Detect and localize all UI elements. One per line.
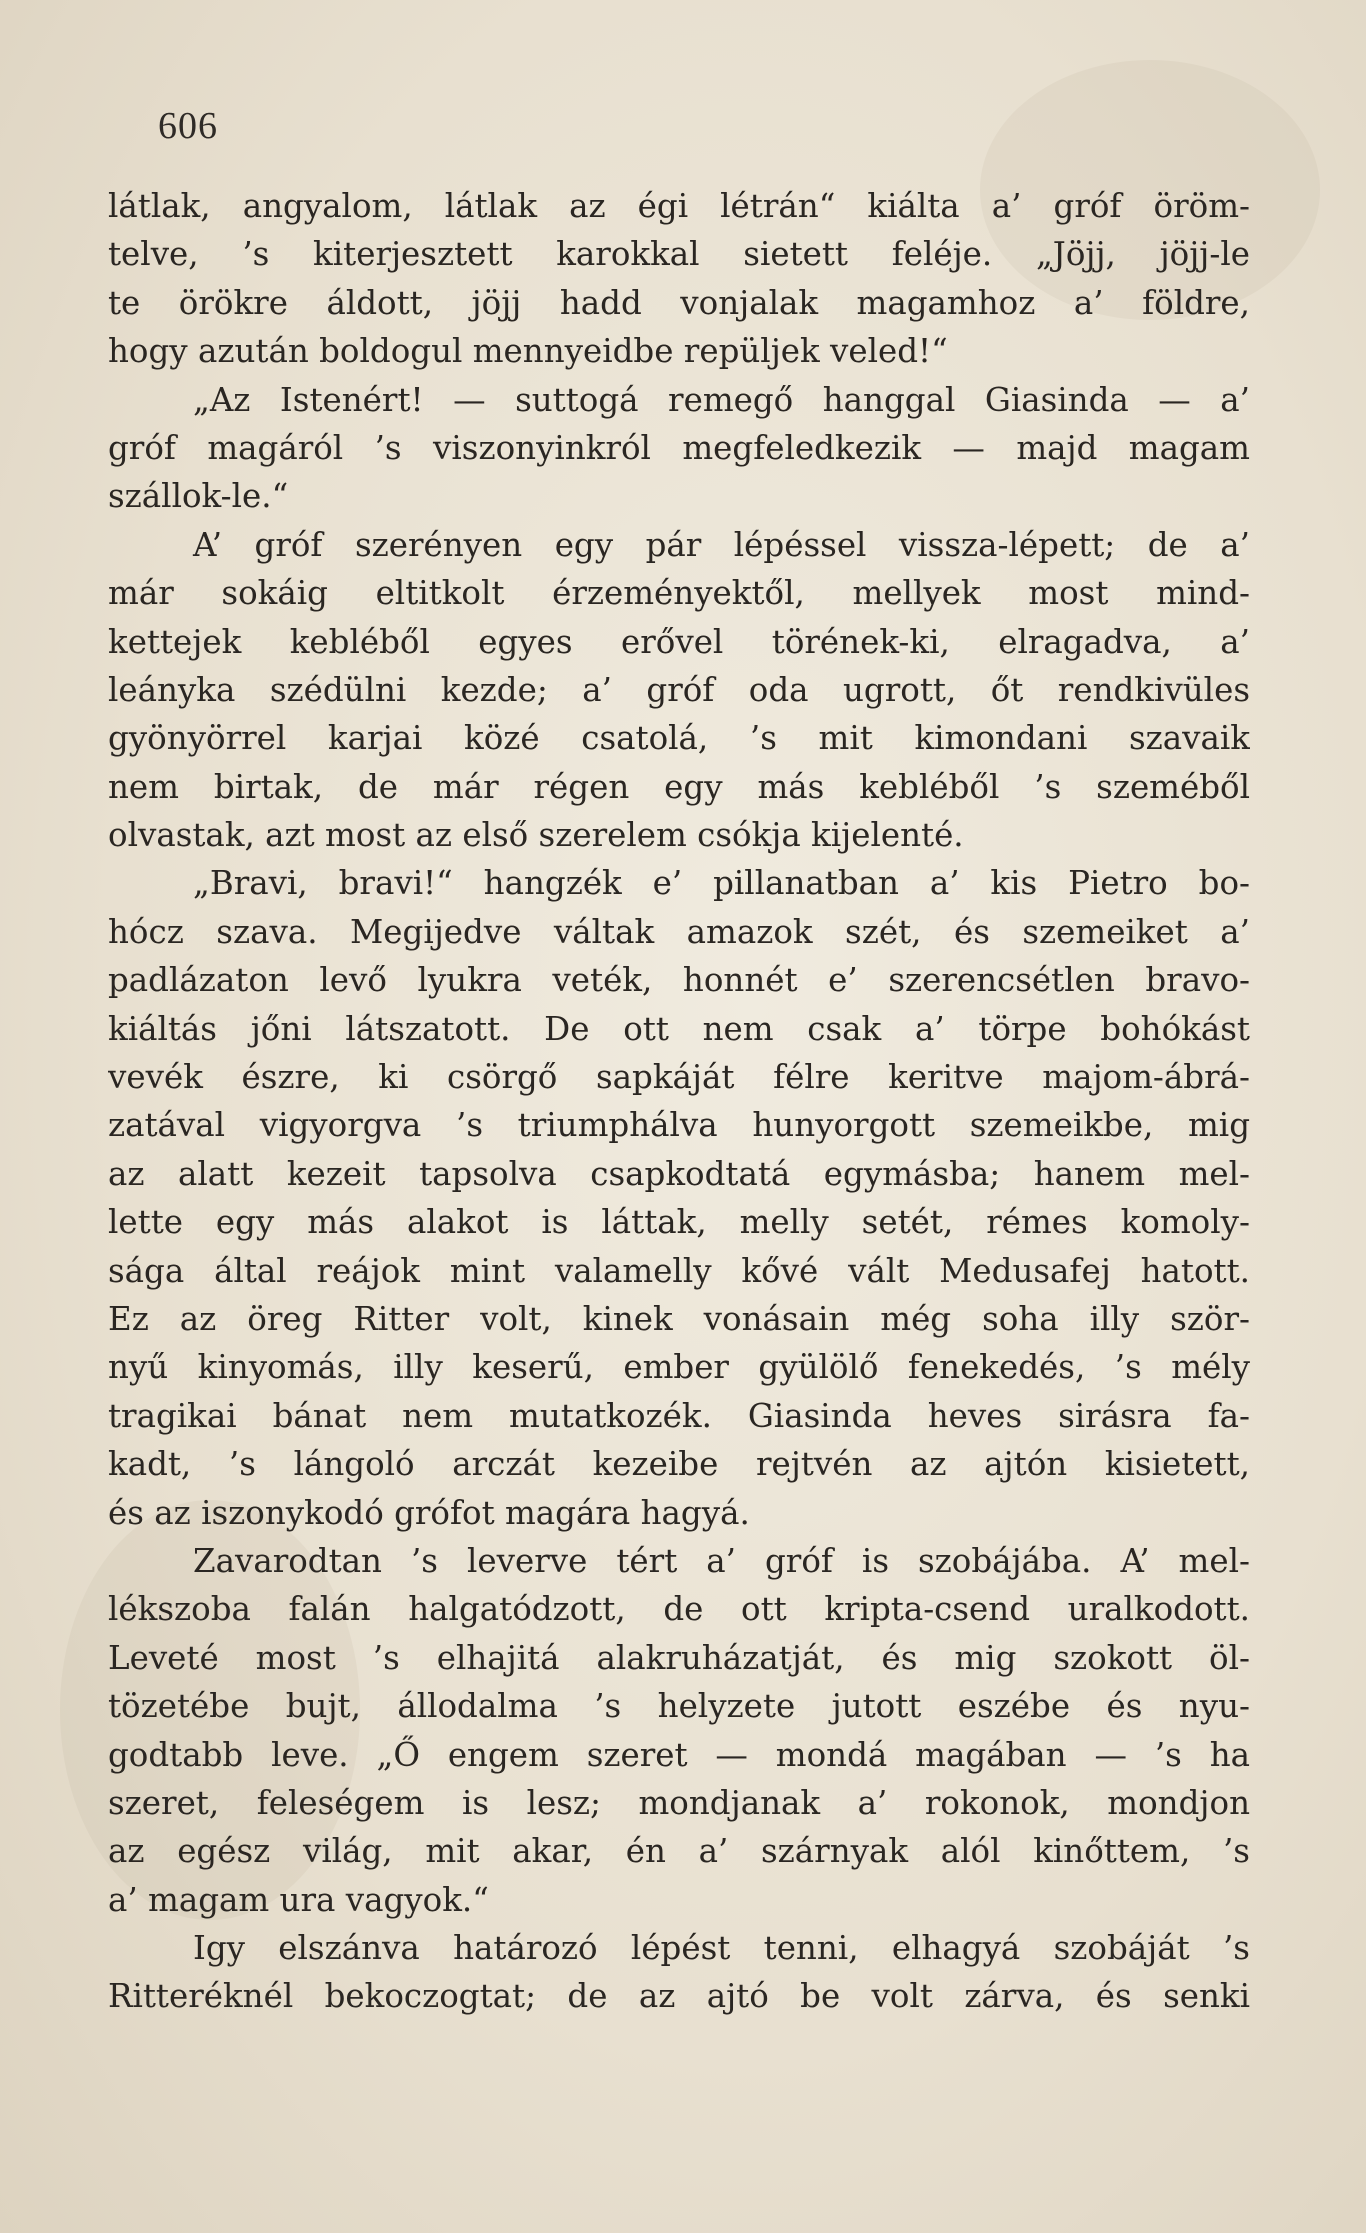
text-line: lékszoba falán halgatódzott, de ott kripta-csend uralkodott. xyxy=(108,1590,1250,1629)
text-line: szállok-le.“ xyxy=(108,477,289,516)
text-line: gyönyörrel karjai közé csatolá, ’s mit kimondani szavaik xyxy=(108,719,1250,758)
text-line: szeret, feleségem is lesz; mondjanak a’ rokonok, mondjon xyxy=(108,1783,1250,1822)
text-line: padlázaton levő lyukra veték, honnét e’ szerencsétlen bravo- xyxy=(108,961,1250,1000)
text-line: „Bravi, bravi!“ hangzék e’ pillanatban a’ kis Pietro bo- xyxy=(193,864,1250,903)
text-line: vevék észre, ki csörgő sapkáját félre keritve majom-ábrá- xyxy=(108,1058,1250,1097)
text-line: „Az Istenért! — suttogá remegő hanggal Giasinda — a’ xyxy=(193,380,1250,419)
text-line: Igy elszánva határozó lépést tenni, elhagyá szobáját ’s xyxy=(193,1929,1250,1968)
text-line: hócz szava. Megijedve váltak amazok szét, és szemeiket a’ xyxy=(108,912,1250,951)
text-line: az egész világ, mit akar, én a’ szárnyak alól kinőttem, ’s xyxy=(108,1832,1250,1871)
text-line: tragikai bánat nem mutatkozék. Giasinda heves sirásra fa- xyxy=(108,1396,1250,1435)
text-line: olvastak, azt most az első szerelem csókja kijelenté. xyxy=(108,816,964,855)
text-line: már sokáig eltitkolt érzeményektől, mellyek most mind- xyxy=(108,574,1250,613)
text-line: sága által reájok mint valamelly kővé vált Medusafej hatott. xyxy=(108,1251,1250,1290)
text-line: nyű kinyomás, illy keserű, ember gyülölő fenekedés, ’s mély xyxy=(108,1348,1250,1387)
text-line: godtabb leve. „Ő engem szeret — mondá magában — ’s ha xyxy=(108,1735,1250,1774)
text-line: zatával vigyorgva ’s triumphálva hunyorgott szemeikbe, mig xyxy=(108,1106,1250,1145)
text-line: lette egy más alakot is láttak, melly setét, rémes komoly- xyxy=(108,1203,1250,1242)
text-line: Ritteréknél bekoczogtat; de az ajtó be volt zárva, és senki xyxy=(108,1977,1250,2016)
text-line: a’ magam ura vagyok.“ xyxy=(108,1880,489,1919)
text-line: Ez az öreg Ritter volt, kinek vonásain még soha illy ször- xyxy=(108,1299,1250,1338)
text-line: gróf magáról ’s viszonyinkról megfeledkezik — majd magam xyxy=(108,428,1250,467)
text-line: Zavarodtan ’s leverve tért a’ gróf is szobájába. A’ mel- xyxy=(193,1541,1250,1580)
text-line: te örökre áldott, jöjj hadd vonjalak magamhoz a’ földre, xyxy=(108,283,1250,322)
text-line: az alatt kezeit tapsolva csapkodtatá egymásba; hanem mel- xyxy=(108,1154,1250,1193)
body-text xyxy=(108,182,1250,2021)
text-line: látlak, angyalom, látlak az égi létrán“ kiálta a’ gróf öröm- xyxy=(108,187,1250,225)
text-line: kettejek kebléből egyes erővel törének-ki, elragadva, a’ xyxy=(108,622,1250,661)
text-line: és az iszonykodó grófot magára hagyá. xyxy=(108,1493,750,1532)
text-line: Leveté most ’s elhajitá alakruházatját, és mig szokott öl- xyxy=(108,1638,1250,1677)
text-line: telve, ’s kiterjesztett karokkal sietett feléje. „Jöjj, jöjj-le xyxy=(108,235,1250,274)
text-line: hogy azután boldogul mennyeidbe repüljek veled!“ xyxy=(108,332,948,371)
text-line: nem birtak, de már régen egy más kebléből ’s szeméből xyxy=(108,767,1250,806)
page-number: 606 xyxy=(158,105,218,147)
text-line: leányka szédülni kezde; a’ gróf oda ugrott, őt rendkivüles xyxy=(108,670,1250,709)
text-line: kiáltás jőni látszatott. De ott nem csak a’ törpe bohókást xyxy=(108,1009,1250,1048)
text-line: tözetébe bujt, állodalma ’s helyzete jutott eszébe és nyu- xyxy=(108,1687,1250,1726)
text-line: kadt, ’s lángoló arczát kezeibe rejtvén az ajtón kisietett, xyxy=(108,1445,1250,1484)
text-line: A’ gróf szerényen egy pár lépéssel vissza-lépett; de a’ xyxy=(193,525,1250,564)
